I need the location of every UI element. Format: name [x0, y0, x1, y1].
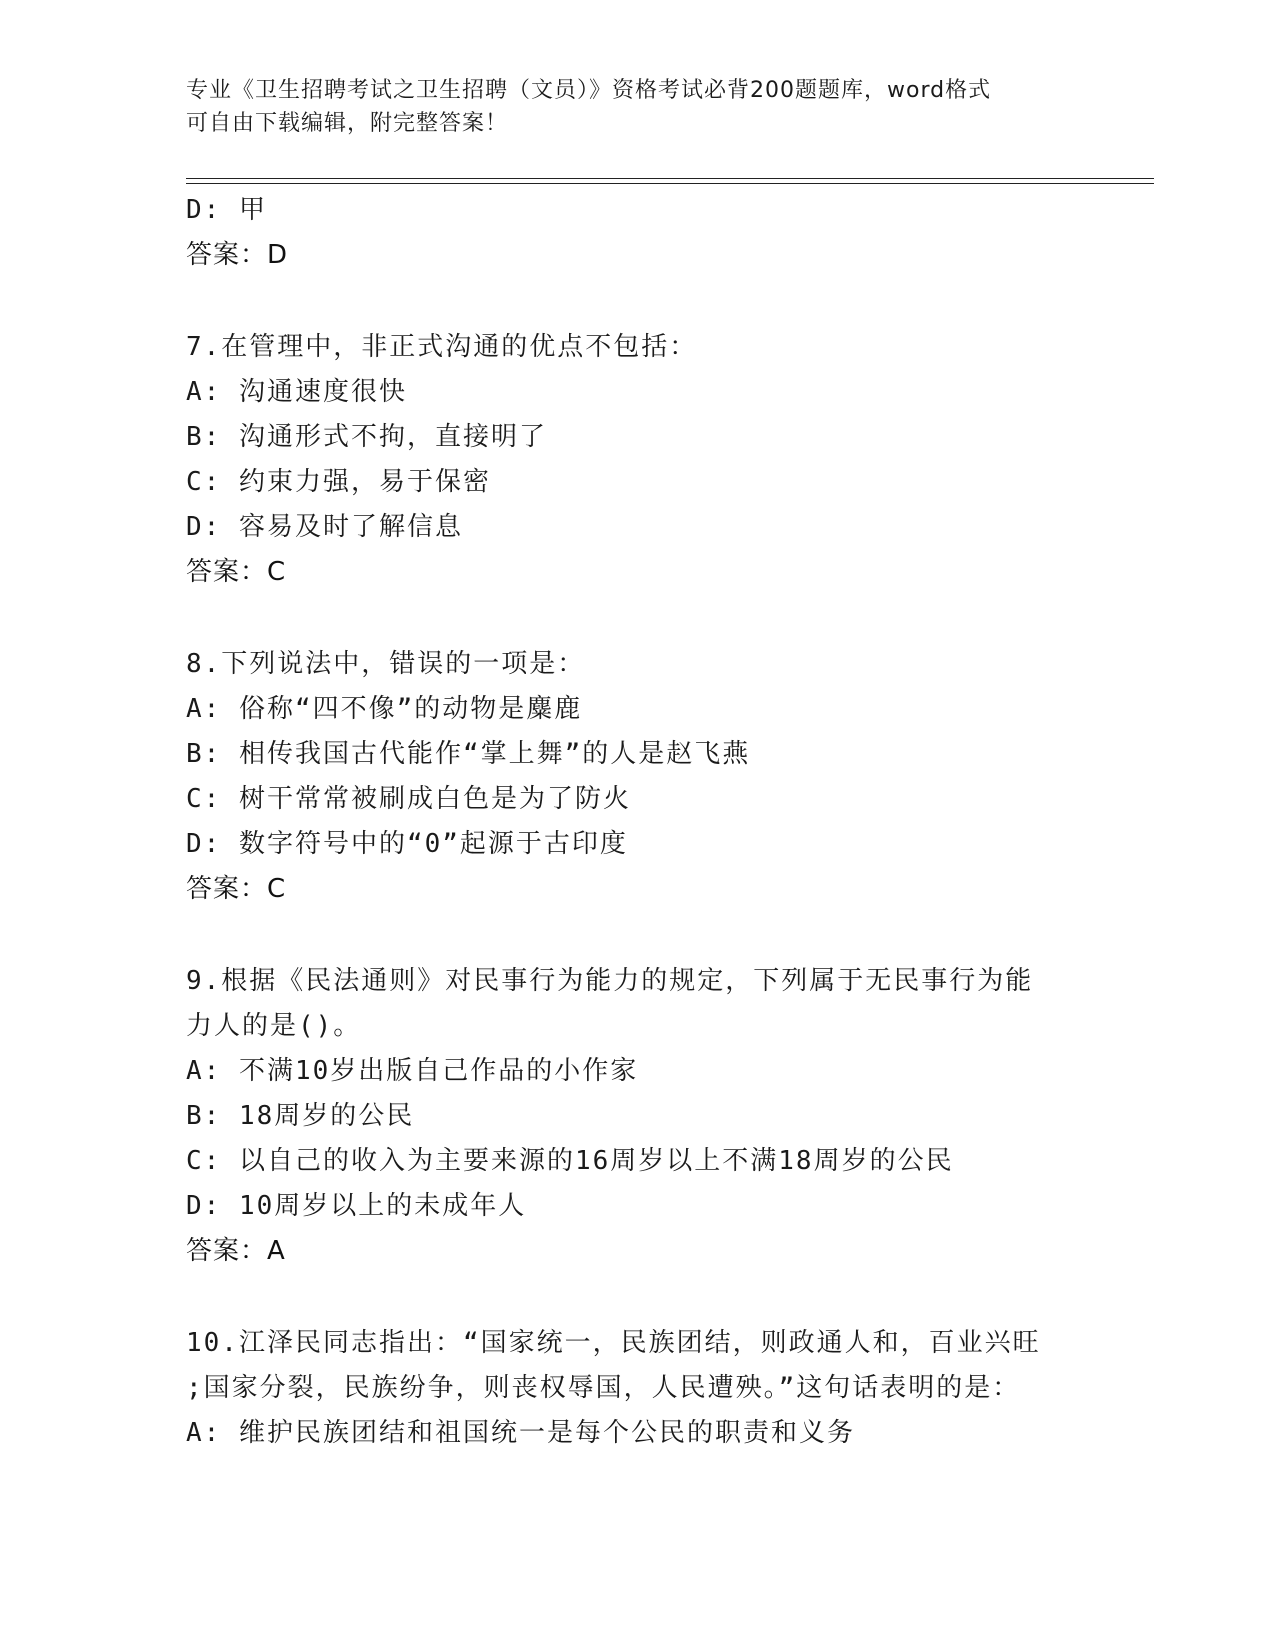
question-8 [186, 642, 1086, 912]
question-7 [186, 325, 1086, 595]
option-b: B: 18周岁的公民 [186, 1101, 415, 1131]
question-9 [186, 959, 1086, 1274]
prev-answer: 答案：D [186, 240, 289, 270]
question-stem-line-2: 力人的是()。 [186, 1011, 362, 1041]
question-list [186, 188, 1086, 1456]
question-stem: 8.下列说法中，错误的一项是： [186, 649, 586, 679]
question-10 [186, 1321, 1086, 1456]
option-b: B: 相传我国古代能作“掌上舞”的人是赵飞燕 [186, 739, 751, 769]
option-a: A: 沟通速度很快 [186, 377, 407, 407]
option-c: C: 树干常常被刷成白色是为了防火 [186, 784, 631, 814]
answer: 答案：C [186, 874, 287, 904]
question-stem-line-1: 10.江泽民同志指出：“国家统一，民族团结，则政通人和，百业兴旺 [186, 1328, 1041, 1358]
question-stem: 7.在管理中，非正式沟通的优点不包括： [186, 332, 698, 362]
header-divider-bottom [186, 183, 1154, 184]
option-c: C: 约束力强，易于保密 [186, 467, 491, 497]
header-divider-top [186, 178, 1154, 179]
header-line-2: 可自由下载编辑，附完整答案！ [186, 111, 509, 136]
prev-option-d: D: 甲 [186, 195, 267, 225]
option-c: C: 以自己的收入为主要来源的16周岁以上不满18周岁的公民 [186, 1146, 954, 1176]
option-b: B: 沟通形式不拘，直接明了 [186, 422, 547, 452]
answer: 答案：A [186, 1236, 286, 1266]
question-stem-line-1: 9.根据《民法通则》对民事行为能力的规定，下列属于无民事行为能 [186, 966, 1034, 996]
option-a: A: 俗称“四不像”的动物是麋鹿 [186, 694, 583, 724]
document-header [186, 74, 1066, 140]
header-line-1: 专业《卫生招聘考试之卫生招聘（文员）》资格考试必背200题题库，word格式 [186, 78, 992, 103]
answer: 答案：C [186, 557, 287, 587]
question-stem-line-2: ;国家分裂，民族纷争，则丧权辱国，人民遭殃。”这句话表明的是： [186, 1373, 1021, 1403]
option-a: A: 维护民族团结和祖国统一是每个公民的职责和义务 [186, 1418, 855, 1448]
option-d: D: 10周岁以上的未成年人 [186, 1191, 527, 1221]
option-d: D: 容易及时了解信息 [186, 512, 463, 542]
option-d: D: 数字符号中的“0”起源于古印度 [186, 829, 628, 859]
option-a: A: 不满10岁出版自己作品的小作家 [186, 1056, 639, 1086]
